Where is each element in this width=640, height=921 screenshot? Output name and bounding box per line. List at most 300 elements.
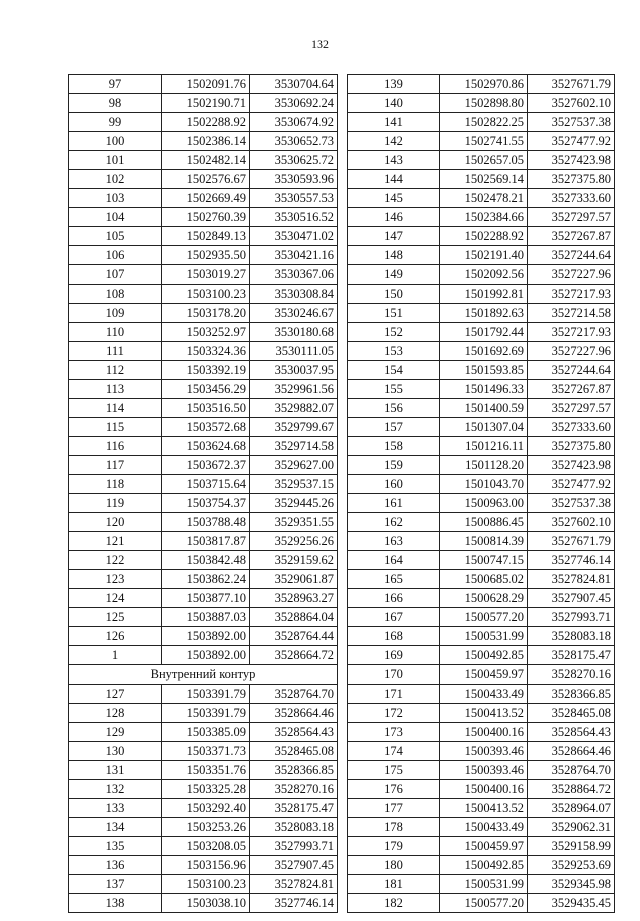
point-number-cell: 163	[348, 532, 440, 551]
table-row	[348, 646, 615, 665]
point-number-cell: 179	[348, 836, 440, 855]
table-row	[348, 760, 615, 779]
y-coordinate-cell: 3528175.47	[528, 646, 615, 665]
point-number-cell: 111	[69, 341, 162, 360]
point-number-cell: 154	[348, 360, 440, 379]
y-coordinate-cell: 3529537.15	[250, 474, 338, 493]
table-row	[69, 208, 338, 227]
x-coordinate-cell: 1503754.37	[162, 494, 250, 513]
y-coordinate-cell: 3530037.95	[250, 360, 338, 379]
x-coordinate-cell: 1500459.97	[440, 665, 528, 684]
y-coordinate-cell: 3529882.07	[250, 398, 338, 417]
x-coordinate-cell: 1502970.86	[440, 75, 528, 94]
y-coordinate-cell: 3527671.79	[528, 532, 615, 551]
y-coordinate-cell: 3528270.16	[528, 665, 615, 684]
y-coordinate-cell: 3527227.96	[528, 341, 615, 360]
y-coordinate-cell: 3527824.81	[528, 570, 615, 589]
point-number-cell: 150	[348, 284, 440, 303]
coordinates-table-right	[347, 74, 615, 913]
x-coordinate-cell: 1503892.00	[162, 627, 250, 646]
point-number-cell: 168	[348, 627, 440, 646]
point-number-cell: 130	[69, 741, 162, 760]
point-number-cell: 152	[348, 322, 440, 341]
table-row	[69, 551, 338, 570]
y-coordinate-cell: 3530692.24	[250, 94, 338, 113]
table-row	[69, 894, 338, 913]
x-coordinate-cell: 1502822.25	[440, 113, 528, 132]
x-coordinate-cell: 1501307.04	[440, 417, 528, 436]
table-row	[348, 474, 615, 493]
x-coordinate-cell: 1502849.13	[162, 227, 250, 246]
y-coordinate-cell: 3527217.93	[528, 322, 615, 341]
point-number-cell: 114	[69, 398, 162, 417]
y-coordinate-cell: 3530516.52	[250, 208, 338, 227]
x-coordinate-cell: 1503156.96	[162, 855, 250, 874]
y-coordinate-cell: 3529159.62	[250, 551, 338, 570]
table-row	[348, 265, 615, 284]
table-row	[69, 836, 338, 855]
table-row	[69, 589, 338, 608]
point-number-cell: 107	[69, 265, 162, 284]
x-coordinate-cell: 1502288.92	[162, 113, 250, 132]
table-row	[69, 494, 338, 513]
point-number-cell: 165	[348, 570, 440, 589]
table-row	[69, 798, 338, 817]
point-number-cell: 182	[348, 894, 440, 913]
y-coordinate-cell: 3527267.87	[528, 227, 615, 246]
table-row	[348, 151, 615, 170]
table-row	[69, 246, 338, 265]
x-coordinate-cell: 1502741.55	[440, 132, 528, 151]
table-row	[69, 132, 338, 151]
point-number-cell: 113	[69, 379, 162, 398]
point-number-cell: 175	[348, 760, 440, 779]
x-coordinate-cell: 1500433.49	[440, 684, 528, 703]
x-coordinate-cell: 1503292.40	[162, 798, 250, 817]
y-coordinate-cell: 3530674.92	[250, 113, 338, 132]
x-coordinate-cell: 1500393.46	[440, 760, 528, 779]
section-row	[69, 665, 338, 684]
y-coordinate-cell: 3528963.27	[250, 589, 338, 608]
x-coordinate-cell: 1500400.16	[440, 779, 528, 798]
point-number-cell: 162	[348, 513, 440, 532]
x-coordinate-cell: 1502191.40	[440, 246, 528, 265]
y-coordinate-cell: 3527423.98	[528, 455, 615, 474]
table-row	[348, 436, 615, 455]
point-number-cell: 129	[69, 722, 162, 741]
point-number-cell: 140	[348, 94, 440, 113]
point-number-cell: 176	[348, 779, 440, 798]
table-row	[69, 455, 338, 474]
point-number-cell: 181	[348, 874, 440, 893]
x-coordinate-cell: 1503252.97	[162, 322, 250, 341]
x-coordinate-cell: 1500747.15	[440, 551, 528, 570]
point-number-cell: 117	[69, 455, 162, 474]
table-row	[348, 341, 615, 360]
point-number-cell: 106	[69, 246, 162, 265]
x-coordinate-cell: 1503253.26	[162, 817, 250, 836]
y-coordinate-cell: 3528764.70	[528, 760, 615, 779]
y-coordinate-cell: 3527227.96	[528, 265, 615, 284]
point-number-cell: 144	[348, 170, 440, 189]
table-row	[348, 570, 615, 589]
point-number-cell: 136	[69, 855, 162, 874]
point-number-cell: 169	[348, 646, 440, 665]
point-number-cell: 103	[69, 189, 162, 208]
table-row	[348, 513, 615, 532]
y-coordinate-cell: 3528465.08	[528, 703, 615, 722]
y-coordinate-cell: 3527671.79	[528, 75, 615, 94]
point-number-cell: 153	[348, 341, 440, 360]
table-row	[348, 532, 615, 551]
x-coordinate-cell: 1502760.39	[162, 208, 250, 227]
table-row	[69, 322, 338, 341]
x-coordinate-cell: 1503391.79	[162, 684, 250, 703]
table-row	[69, 284, 338, 303]
table-row	[348, 303, 615, 322]
table-row	[348, 113, 615, 132]
x-coordinate-cell: 1503892.00	[162, 646, 250, 665]
x-coordinate-cell: 1503456.29	[162, 379, 250, 398]
coordinates-table-right-body	[348, 75, 615, 913]
point-number-cell: 180	[348, 855, 440, 874]
table-row	[348, 170, 615, 189]
point-number-cell: 115	[69, 417, 162, 436]
y-coordinate-cell: 3530557.53	[250, 189, 338, 208]
point-number-cell: 98	[69, 94, 162, 113]
table-row	[69, 94, 338, 113]
table-row	[69, 570, 338, 589]
x-coordinate-cell: 1500963.00	[440, 494, 528, 513]
table-row	[69, 265, 338, 284]
y-coordinate-cell: 3530652.73	[250, 132, 338, 151]
point-number-cell: 102	[69, 170, 162, 189]
point-number-cell: 135	[69, 836, 162, 855]
x-coordinate-cell: 1503842.48	[162, 551, 250, 570]
table-row	[348, 94, 615, 113]
table-row	[348, 874, 615, 893]
table-row	[348, 417, 615, 436]
point-number-cell: 119	[69, 494, 162, 513]
x-coordinate-cell: 1500886.45	[440, 513, 528, 532]
point-number-cell: 172	[348, 703, 440, 722]
x-coordinate-cell: 1501593.85	[440, 360, 528, 379]
point-number-cell: 151	[348, 303, 440, 322]
table-row	[69, 360, 338, 379]
point-number-cell: 177	[348, 798, 440, 817]
point-number-cell: 170	[348, 665, 440, 684]
point-number-cell: 128	[69, 703, 162, 722]
table-row	[69, 608, 338, 627]
y-coordinate-cell: 3527214.58	[528, 303, 615, 322]
x-coordinate-cell: 1503715.64	[162, 474, 250, 493]
x-coordinate-cell: 1500400.16	[440, 722, 528, 741]
x-coordinate-cell: 1503672.37	[162, 455, 250, 474]
y-coordinate-cell: 3530704.64	[250, 75, 338, 94]
point-number-cell: 158	[348, 436, 440, 455]
table-row	[69, 436, 338, 455]
y-coordinate-cell: 3530471.02	[250, 227, 338, 246]
y-coordinate-cell: 3527375.80	[528, 436, 615, 455]
point-number-cell: 131	[69, 760, 162, 779]
x-coordinate-cell: 1503371.73	[162, 741, 250, 760]
point-number-cell: 127	[69, 684, 162, 703]
y-coordinate-cell: 3530308.84	[250, 284, 338, 303]
y-coordinate-cell: 3527297.57	[528, 398, 615, 417]
y-coordinate-cell: 3527993.71	[528, 608, 615, 627]
point-number-cell: 109	[69, 303, 162, 322]
point-number-cell: 178	[348, 817, 440, 836]
y-coordinate-cell: 3529961.56	[250, 379, 338, 398]
x-coordinate-cell: 1501692.69	[440, 341, 528, 360]
y-coordinate-cell: 3527746.14	[250, 894, 338, 913]
point-number-cell: 126	[69, 627, 162, 646]
x-coordinate-cell: 1502288.92	[440, 227, 528, 246]
table-row	[348, 132, 615, 151]
point-number-cell: 132	[69, 779, 162, 798]
x-coordinate-cell: 1503038.10	[162, 894, 250, 913]
x-coordinate-cell: 1502669.49	[162, 189, 250, 208]
x-coordinate-cell: 1502898.80	[440, 94, 528, 113]
x-coordinate-cell: 1503324.36	[162, 341, 250, 360]
coordinates-table-left-body	[69, 75, 338, 913]
y-coordinate-cell: 3528764.70	[250, 684, 338, 703]
point-number-cell: 146	[348, 208, 440, 227]
x-coordinate-cell: 1502091.76	[162, 75, 250, 94]
y-coordinate-cell: 3527477.92	[528, 132, 615, 151]
x-coordinate-cell: 1502478.21	[440, 189, 528, 208]
y-coordinate-cell: 3528083.18	[250, 817, 338, 836]
y-coordinate-cell: 3528664.72	[250, 646, 338, 665]
y-coordinate-cell: 3527333.60	[528, 189, 615, 208]
table-row	[69, 532, 338, 551]
y-coordinate-cell: 3527993.71	[250, 836, 338, 855]
table-row	[69, 760, 338, 779]
y-coordinate-cell: 3528366.85	[250, 760, 338, 779]
point-number-cell: 143	[348, 151, 440, 170]
y-coordinate-cell: 3528864.04	[250, 608, 338, 627]
section-title: Внутренний контур	[69, 665, 338, 684]
x-coordinate-cell: 1500492.85	[440, 855, 528, 874]
y-coordinate-cell: 3528083.18	[528, 627, 615, 646]
table-row	[348, 741, 615, 760]
point-number-cell: 145	[348, 189, 440, 208]
y-coordinate-cell: 3530246.67	[250, 303, 338, 322]
table-row	[348, 398, 615, 417]
table-row	[348, 836, 615, 855]
point-number-cell: 147	[348, 227, 440, 246]
table-row	[348, 189, 615, 208]
table-row	[348, 627, 615, 646]
x-coordinate-cell: 1501216.11	[440, 436, 528, 455]
table-row	[69, 398, 338, 417]
y-coordinate-cell: 3527333.60	[528, 417, 615, 436]
x-coordinate-cell: 1501043.70	[440, 474, 528, 493]
table-row	[348, 894, 615, 913]
x-coordinate-cell: 1503788.48	[162, 513, 250, 532]
x-coordinate-cell: 1503385.09	[162, 722, 250, 741]
y-coordinate-cell: 3528366.85	[528, 684, 615, 703]
x-coordinate-cell: 1500413.52	[440, 798, 528, 817]
x-coordinate-cell: 1503624.68	[162, 436, 250, 455]
point-number-cell: 142	[348, 132, 440, 151]
table-row	[348, 779, 615, 798]
y-coordinate-cell: 3527217.93	[528, 284, 615, 303]
point-number-cell: 137	[69, 874, 162, 893]
y-coordinate-cell: 3529253.69	[528, 855, 615, 874]
y-coordinate-cell: 3529445.26	[250, 494, 338, 513]
y-coordinate-cell: 3527244.64	[528, 360, 615, 379]
table-row	[69, 817, 338, 836]
point-number-cell: 138	[69, 894, 162, 913]
table-row	[69, 722, 338, 741]
x-coordinate-cell: 1503100.23	[162, 284, 250, 303]
table-row	[69, 417, 338, 436]
x-coordinate-cell: 1500628.29	[440, 589, 528, 608]
point-number-cell: 134	[69, 817, 162, 836]
x-coordinate-cell: 1503391.79	[162, 703, 250, 722]
point-number-cell: 112	[69, 360, 162, 379]
x-coordinate-cell: 1500531.99	[440, 627, 528, 646]
point-number-cell: 173	[348, 722, 440, 741]
point-number-cell: 108	[69, 284, 162, 303]
point-number-cell: 166	[348, 589, 440, 608]
x-coordinate-cell: 1503100.23	[162, 874, 250, 893]
point-number-cell: 118	[69, 474, 162, 493]
table-row	[69, 684, 338, 703]
point-number-cell: 157	[348, 417, 440, 436]
table-row	[69, 855, 338, 874]
y-coordinate-cell: 3529345.98	[528, 874, 615, 893]
table-row	[69, 741, 338, 760]
table-row	[69, 303, 338, 322]
x-coordinate-cell: 1503178.20	[162, 303, 250, 322]
point-number-cell: 155	[348, 379, 440, 398]
x-coordinate-cell: 1500413.52	[440, 703, 528, 722]
x-coordinate-cell: 1502576.67	[162, 170, 250, 189]
table-row	[348, 208, 615, 227]
x-coordinate-cell: 1501496.33	[440, 379, 528, 398]
y-coordinate-cell: 3527824.81	[250, 874, 338, 893]
x-coordinate-cell: 1501128.20	[440, 455, 528, 474]
table-row	[348, 455, 615, 474]
x-coordinate-cell: 1500531.99	[440, 874, 528, 893]
x-coordinate-cell: 1502384.66	[440, 208, 528, 227]
x-coordinate-cell: 1503325.28	[162, 779, 250, 798]
y-coordinate-cell: 3528664.46	[528, 741, 615, 760]
y-coordinate-cell: 3528564.43	[250, 722, 338, 741]
y-coordinate-cell: 3528664.46	[250, 703, 338, 722]
point-number-cell: 1	[69, 646, 162, 665]
point-number-cell: 123	[69, 570, 162, 589]
x-coordinate-cell: 1500814.39	[440, 532, 528, 551]
table-row	[348, 684, 615, 703]
table-row	[348, 551, 615, 570]
x-coordinate-cell: 1503817.87	[162, 532, 250, 551]
table-row	[348, 379, 615, 398]
table-row	[348, 817, 615, 836]
y-coordinate-cell: 3527423.98	[528, 151, 615, 170]
y-coordinate-cell: 3527244.64	[528, 246, 615, 265]
y-coordinate-cell: 3527746.14	[528, 551, 615, 570]
x-coordinate-cell: 1500577.20	[440, 894, 528, 913]
y-coordinate-cell: 3530625.72	[250, 151, 338, 170]
x-coordinate-cell: 1501400.59	[440, 398, 528, 417]
point-number-cell: 139	[348, 75, 440, 94]
y-coordinate-cell: 3527537.38	[528, 494, 615, 513]
y-coordinate-cell: 3529061.87	[250, 570, 338, 589]
x-coordinate-cell: 1500459.97	[440, 836, 528, 855]
y-coordinate-cell: 3528964.07	[528, 798, 615, 817]
point-number-cell: 104	[69, 208, 162, 227]
y-coordinate-cell: 3527907.45	[528, 589, 615, 608]
table-row	[348, 494, 615, 513]
table-row	[348, 722, 615, 741]
table-row	[348, 855, 615, 874]
x-coordinate-cell: 1500577.20	[440, 608, 528, 627]
point-number-cell: 161	[348, 494, 440, 513]
point-number-cell: 164	[348, 551, 440, 570]
y-coordinate-cell: 3527297.57	[528, 208, 615, 227]
point-number-cell: 124	[69, 589, 162, 608]
x-coordinate-cell: 1501992.81	[440, 284, 528, 303]
y-coordinate-cell: 3530421.16	[250, 246, 338, 265]
point-number-cell: 159	[348, 455, 440, 474]
y-coordinate-cell: 3529062.31	[528, 817, 615, 836]
x-coordinate-cell: 1503392.19	[162, 360, 250, 379]
y-coordinate-cell: 3530111.05	[250, 341, 338, 360]
point-number-cell: 125	[69, 608, 162, 627]
y-coordinate-cell: 3528270.16	[250, 779, 338, 798]
y-coordinate-cell: 3528175.47	[250, 798, 338, 817]
y-coordinate-cell: 3529256.26	[250, 532, 338, 551]
table-row	[348, 75, 615, 94]
table-row	[69, 513, 338, 532]
x-coordinate-cell: 1503019.27	[162, 265, 250, 284]
point-number-cell: 105	[69, 227, 162, 246]
table-row	[69, 779, 338, 798]
table-row	[69, 170, 338, 189]
x-coordinate-cell: 1502935.50	[162, 246, 250, 265]
y-coordinate-cell: 3529799.67	[250, 417, 338, 436]
table-row	[348, 322, 615, 341]
x-coordinate-cell: 1502386.14	[162, 132, 250, 151]
x-coordinate-cell: 1503208.05	[162, 836, 250, 855]
table-row	[69, 474, 338, 493]
y-coordinate-cell: 3529627.00	[250, 455, 338, 474]
point-number-cell: 97	[69, 75, 162, 94]
point-number-cell: 149	[348, 265, 440, 284]
x-coordinate-cell: 1503862.24	[162, 570, 250, 589]
point-number-cell: 148	[348, 246, 440, 265]
x-coordinate-cell: 1503516.50	[162, 398, 250, 417]
table-row	[348, 665, 615, 684]
y-coordinate-cell: 3527375.80	[528, 170, 615, 189]
point-number-cell: 110	[69, 322, 162, 341]
point-number-cell: 141	[348, 113, 440, 132]
coordinates-table-left	[68, 74, 338, 913]
table-row	[69, 627, 338, 646]
x-coordinate-cell: 1502190.71	[162, 94, 250, 113]
x-coordinate-cell: 1503572.68	[162, 417, 250, 436]
y-coordinate-cell: 3530593.96	[250, 170, 338, 189]
x-coordinate-cell: 1500492.85	[440, 646, 528, 665]
y-coordinate-cell: 3527602.10	[528, 94, 615, 113]
y-coordinate-cell: 3530367.06	[250, 265, 338, 284]
y-coordinate-cell: 3527602.10	[528, 513, 615, 532]
y-coordinate-cell: 3527477.92	[528, 474, 615, 493]
point-number-cell: 121	[69, 532, 162, 551]
